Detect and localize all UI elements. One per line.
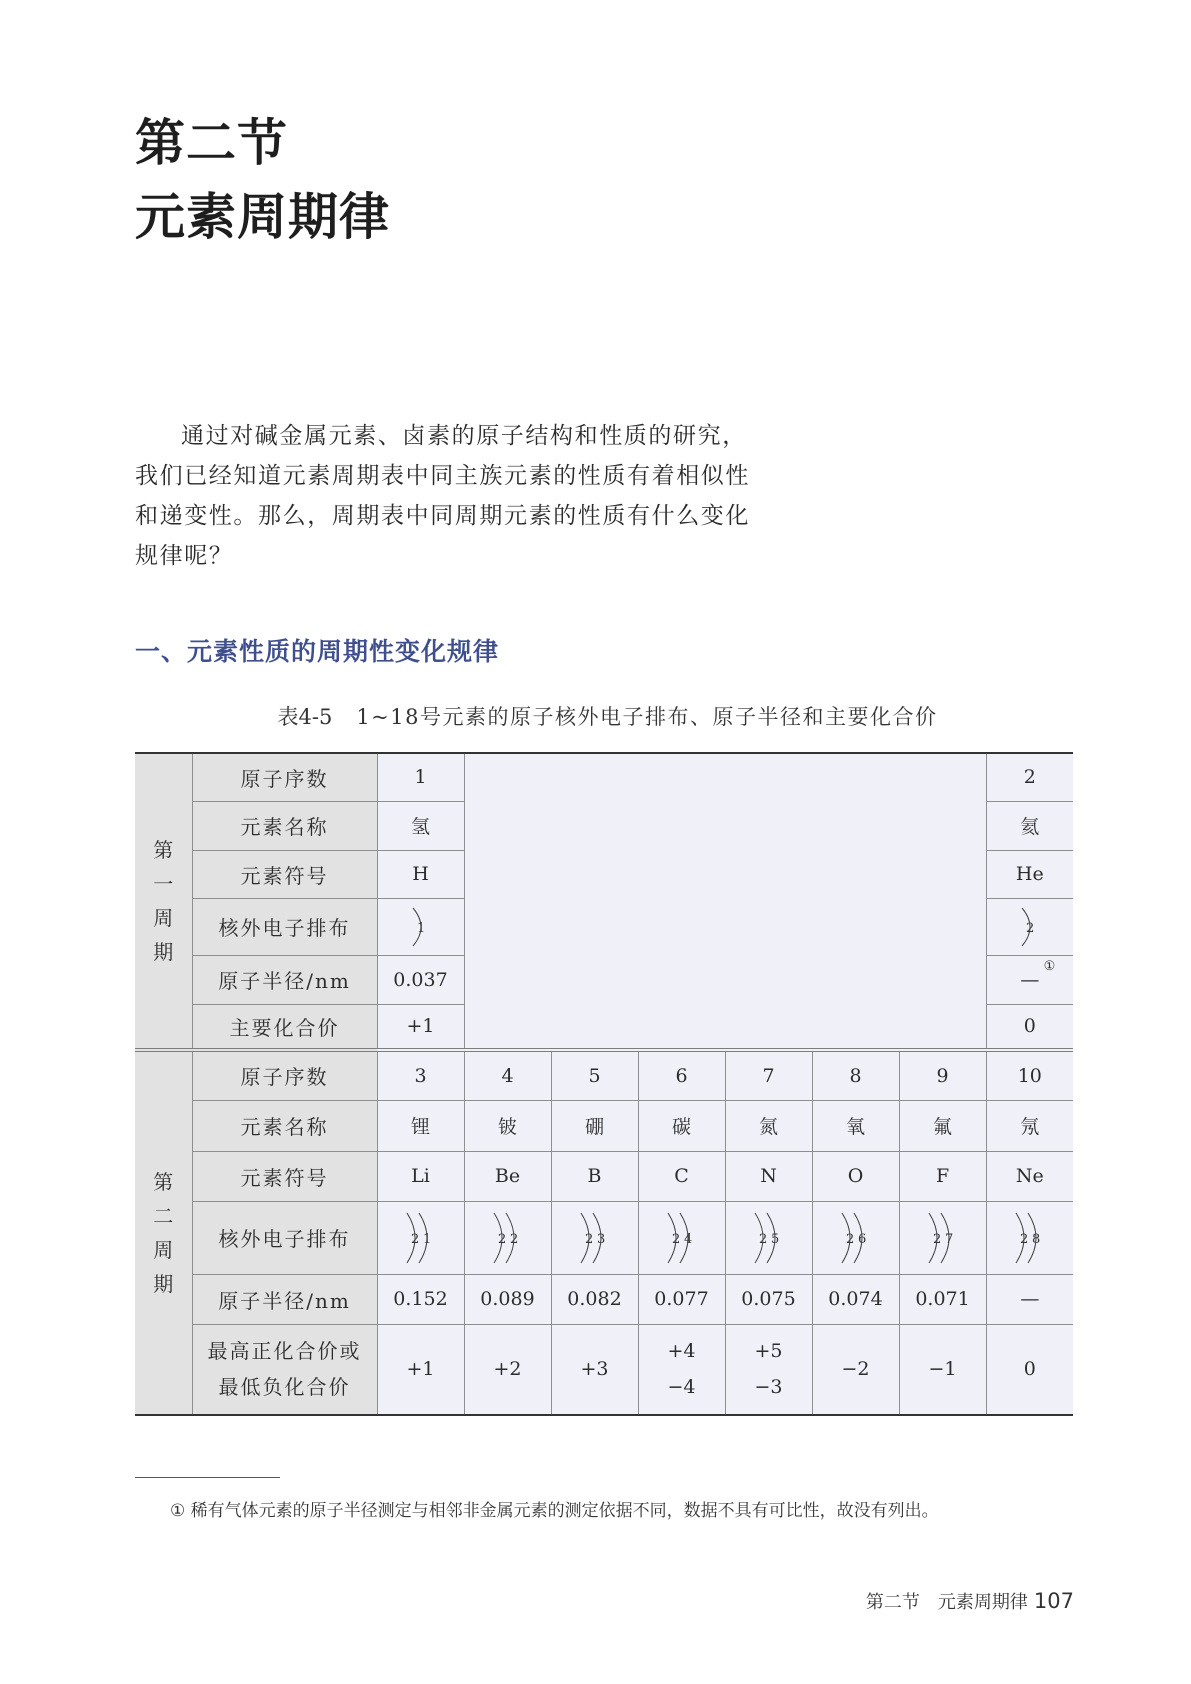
- table-row: [135, 753, 1073, 801]
- atomic-number-cell: 10: [986, 1050, 1073, 1100]
- electron-config-cell: [377, 1201, 464, 1274]
- section-heading: 一、元素性质的周期性变化规律: [135, 637, 500, 666]
- shell-svg: [923, 1210, 963, 1266]
- electron-count: 2: [584, 1231, 593, 1247]
- electron-count: 7: [944, 1231, 953, 1247]
- row-label-line: 最高正化合价或: [207, 1339, 362, 1364]
- shell-svg: [575, 1210, 615, 1266]
- valence-cell: [725, 1324, 812, 1415]
- element-symbol-cell: Be: [464, 1151, 551, 1201]
- valence-negative: −4: [667, 1376, 696, 1399]
- electron-shell-diagram: [488, 1210, 528, 1266]
- table-row: [135, 1151, 1073, 1201]
- electron-shell-diagram: [1016, 905, 1044, 949]
- element-name-cell: 氖: [986, 1100, 1073, 1151]
- table-row: [135, 1201, 1073, 1274]
- element-name-cell: 氦: [986, 801, 1073, 850]
- row-label-element-name: 元素名称: [192, 801, 377, 850]
- element-name-cell: 氟: [899, 1100, 986, 1151]
- electron-count: 8: [1031, 1231, 1041, 1247]
- valence-cell: +1: [377, 1004, 464, 1050]
- period-label-char: 二: [153, 1204, 174, 1228]
- element-symbol-cell: C: [638, 1151, 725, 1201]
- element-symbol-cell: Li: [377, 1151, 464, 1201]
- intro-paragraph: 通过对碱金属元素、卤素的原子结构和性质的研究，我们已经知道元素周期表中同主族元素的性质有着相似性和递变性。那么，周期表中同周期元素的性质有什么变化规律呢？: [135, 423, 750, 569]
- atomic-radius-cell: 0.074: [812, 1274, 899, 1324]
- valence-cell: +3: [551, 1324, 638, 1415]
- table-row: [135, 1274, 1073, 1324]
- shell-svg: [401, 1210, 441, 1266]
- electron-config-cell: [551, 1201, 638, 1274]
- electron-shell-diagram: [401, 1210, 441, 1266]
- electron-shell-diagram: [923, 1210, 963, 1266]
- electron-count: 2: [410, 1231, 419, 1247]
- atomic-number-cell: 6: [638, 1050, 725, 1100]
- table-row: [135, 1100, 1073, 1151]
- electron-count: 1: [416, 920, 425, 936]
- footnote-marker: ①: [1043, 958, 1056, 974]
- row-label-main-valence: 主要化合价: [192, 1004, 377, 1050]
- row-label-atomic-radius: 原子半径/nm: [192, 955, 377, 1004]
- row-label-atomic-radius: 原子半径/nm: [192, 1274, 377, 1324]
- chapter-section-title: 第二节: [135, 113, 288, 172]
- table-row: [135, 1050, 1073, 1100]
- atomic-number-cell: 8: [812, 1050, 899, 1100]
- row-label-line: 最低负化合价: [218, 1375, 351, 1400]
- electron-count: 2: [1025, 920, 1035, 936]
- element-name-cell: 氢: [377, 801, 464, 850]
- page-footer: [866, 1588, 1074, 1614]
- table-caption: [135, 701, 1080, 731]
- electron-shell-diagram: [836, 1210, 876, 1266]
- period-label-char: 周: [153, 906, 174, 930]
- electron-config-cell: [377, 898, 464, 955]
- element-symbol-cell: He: [986, 850, 1073, 898]
- shell-svg: [662, 1210, 702, 1266]
- element-symbol-cell: F: [899, 1151, 986, 1201]
- row-label-element-name: 元素名称: [192, 1100, 377, 1151]
- atomic-number-cell: 2: [986, 753, 1073, 801]
- atomic-number-cell: 4: [464, 1050, 551, 1100]
- element-symbol-cell: H: [377, 850, 464, 898]
- valence-cell: −1: [899, 1324, 986, 1415]
- element-name-cell: 碳: [638, 1100, 725, 1151]
- electron-config-cell: [638, 1201, 725, 1274]
- footnote: ① 稀有气体元素的原子半径测定与相邻非金属元素的测定依据不同，数据不具有可比性，故没有列出。: [170, 1501, 939, 1521]
- row-label-element-symbol: 元素符号: [192, 1151, 377, 1201]
- atomic-number-cell: 7: [725, 1050, 812, 1100]
- period-label-char: 第: [153, 1170, 174, 1194]
- periodic-properties-table: [135, 752, 1073, 1416]
- electron-config-cell: [812, 1201, 899, 1274]
- table-number: 表4-5: [277, 705, 333, 729]
- atomic-radius-cell: [986, 955, 1073, 1004]
- element-name-cell: 氧: [812, 1100, 899, 1151]
- shell-svg: [1016, 905, 1044, 949]
- period-label-char: 一: [153, 872, 174, 896]
- footer-section-title: 第二节 元素周期律: [865, 1592, 1028, 1613]
- atomic-radius-cell: 0.152: [377, 1274, 464, 1324]
- atomic-radius-cell: 0.037: [377, 955, 464, 1004]
- element-symbol-cell: Ne: [986, 1151, 1073, 1201]
- electron-count: 2: [671, 1231, 680, 1247]
- atomic-number-cell: 5: [551, 1050, 638, 1100]
- shell-svg: [749, 1210, 789, 1266]
- row-label-atomic-number: 原子序数: [192, 753, 377, 801]
- shell-svg: [836, 1210, 876, 1266]
- row-label-electron-config: 核外电子排布: [192, 898, 377, 955]
- atomic-number-cell: 3: [377, 1050, 464, 1100]
- electron-config-cell: [725, 1201, 812, 1274]
- element-symbol-cell: N: [725, 1151, 812, 1201]
- electron-count: 2: [1019, 1231, 1029, 1247]
- electron-config-cell: [986, 898, 1073, 955]
- atomic-radius-cell: 0.077: [638, 1274, 725, 1324]
- element-symbol-cell: B: [551, 1151, 638, 1201]
- valence-cell: 0: [986, 1004, 1073, 1050]
- valence-negative: −3: [754, 1376, 783, 1399]
- atomic-radius-cell: 0.071: [899, 1274, 986, 1324]
- valence-cell: −2: [812, 1324, 899, 1415]
- electron-config-cell: [986, 1201, 1073, 1274]
- electron-count: 2: [497, 1231, 506, 1247]
- electron-count: 2: [932, 1231, 941, 1247]
- valence-cell: +1: [377, 1324, 464, 1415]
- electron-count: 2: [845, 1231, 854, 1247]
- period-label-char: 期: [153, 1272, 174, 1296]
- footnote-rule: [135, 1477, 280, 1478]
- page-number: 107: [1033, 1589, 1074, 1613]
- electron-shell-diagram: [575, 1210, 615, 1266]
- row-label-valence-range: [192, 1324, 377, 1415]
- row-label-atomic-number: 原子序数: [192, 1050, 377, 1100]
- row-label-element-symbol: 元素符号: [192, 850, 377, 898]
- radius-dash: [1020, 958, 1056, 991]
- electron-count: 5: [770, 1231, 779, 1247]
- atomic-radius-cell: 0.089: [464, 1274, 551, 1324]
- valence-positive: +4: [667, 1340, 696, 1363]
- radius-dash-text: —: [1020, 968, 1040, 991]
- valence-cell: 0: [986, 1324, 1073, 1415]
- atomic-radius-cell: —: [986, 1274, 1073, 1324]
- electron-shell-diagram: [662, 1210, 702, 1266]
- valence-cell: [638, 1324, 725, 1415]
- period-label-char: 第: [153, 838, 174, 862]
- electron-count: 2: [758, 1231, 767, 1247]
- electron-count: 4: [683, 1231, 692, 1247]
- period-1-label: [135, 753, 192, 1050]
- row-label-electron-config: 核外电子排布: [192, 1201, 377, 1274]
- electron-shell-diagram: [749, 1210, 789, 1266]
- table-row: [135, 1324, 1073, 1415]
- chapter-title: 元素周期律: [135, 187, 390, 246]
- period-label-char: 期: [153, 940, 174, 964]
- valence-cell: +2: [464, 1324, 551, 1415]
- electron-count: 6: [857, 1231, 866, 1247]
- electron-shell-diagram: [1010, 1210, 1050, 1266]
- electron-count: 3: [596, 1231, 605, 1247]
- period-2-label: [135, 1050, 192, 1415]
- valence-positive: +5: [754, 1340, 783, 1363]
- electron-shell-diagram: [407, 905, 435, 949]
- element-name-cell: 硼: [551, 1100, 638, 1151]
- element-name-cell: 氮: [725, 1100, 812, 1151]
- atomic-number-cell: 9: [899, 1050, 986, 1100]
- element-name-cell: 铍: [464, 1100, 551, 1151]
- atomic-number-cell: 1: [377, 753, 464, 801]
- element-name-cell: 锂: [377, 1100, 464, 1151]
- electron-count: 2: [509, 1231, 518, 1247]
- table-caption-text: 1~18号元素的原子核外电子排布、原子半径和主要化合价: [356, 705, 938, 729]
- atomic-radius-cell: 0.082: [551, 1274, 638, 1324]
- element-symbol-cell: O: [812, 1151, 899, 1201]
- shell-svg: [488, 1210, 528, 1266]
- electron-count: 1: [422, 1231, 431, 1247]
- electron-config-cell: [464, 1201, 551, 1274]
- shell-svg: [1010, 1210, 1050, 1266]
- atomic-radius-cell: 0.075: [725, 1274, 812, 1324]
- electron-config-cell: [899, 1201, 986, 1274]
- shell-svg: [407, 905, 435, 949]
- table-blank-area: [464, 753, 986, 1050]
- period-label-char: 周: [153, 1238, 174, 1262]
